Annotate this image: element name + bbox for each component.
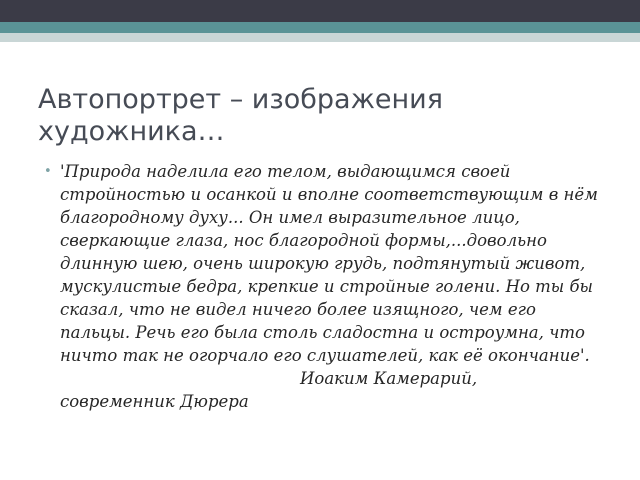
header-band-light <box>0 33 640 42</box>
attribution-name: Иоаким Камерарий, <box>300 369 478 388</box>
quote-bullet-item <box>44 160 604 413</box>
bullet-icon: • <box>44 164 52 179</box>
slide-title: Автопортрет – изображения художника… <box>38 84 443 147</box>
quote-text: 'Природа наделила его телом, выдающимся своей стройностью и осанкой и вполне соответствующим в нём благородному духу... Он имел выразительное лицо, сверкающие глаза, нос благородной формы,...довольно длинную шею, очень широкую грудь, подтянутый живот, мускулистые бедра, крепкие и стройные голени. Но ты бы сказал, что не видел ничего более изящного, чем его пальцы. Речь его была столь сладостна и остроумна, что ничто так не огорчало его слушателей, как её окончание'. <box>60 162 598 365</box>
header-band-teal <box>0 22 640 33</box>
attribution <box>60 367 604 413</box>
header-band-dark <box>0 0 640 22</box>
content-list <box>44 160 604 413</box>
attribution-role: современник Дюрера <box>60 392 249 411</box>
